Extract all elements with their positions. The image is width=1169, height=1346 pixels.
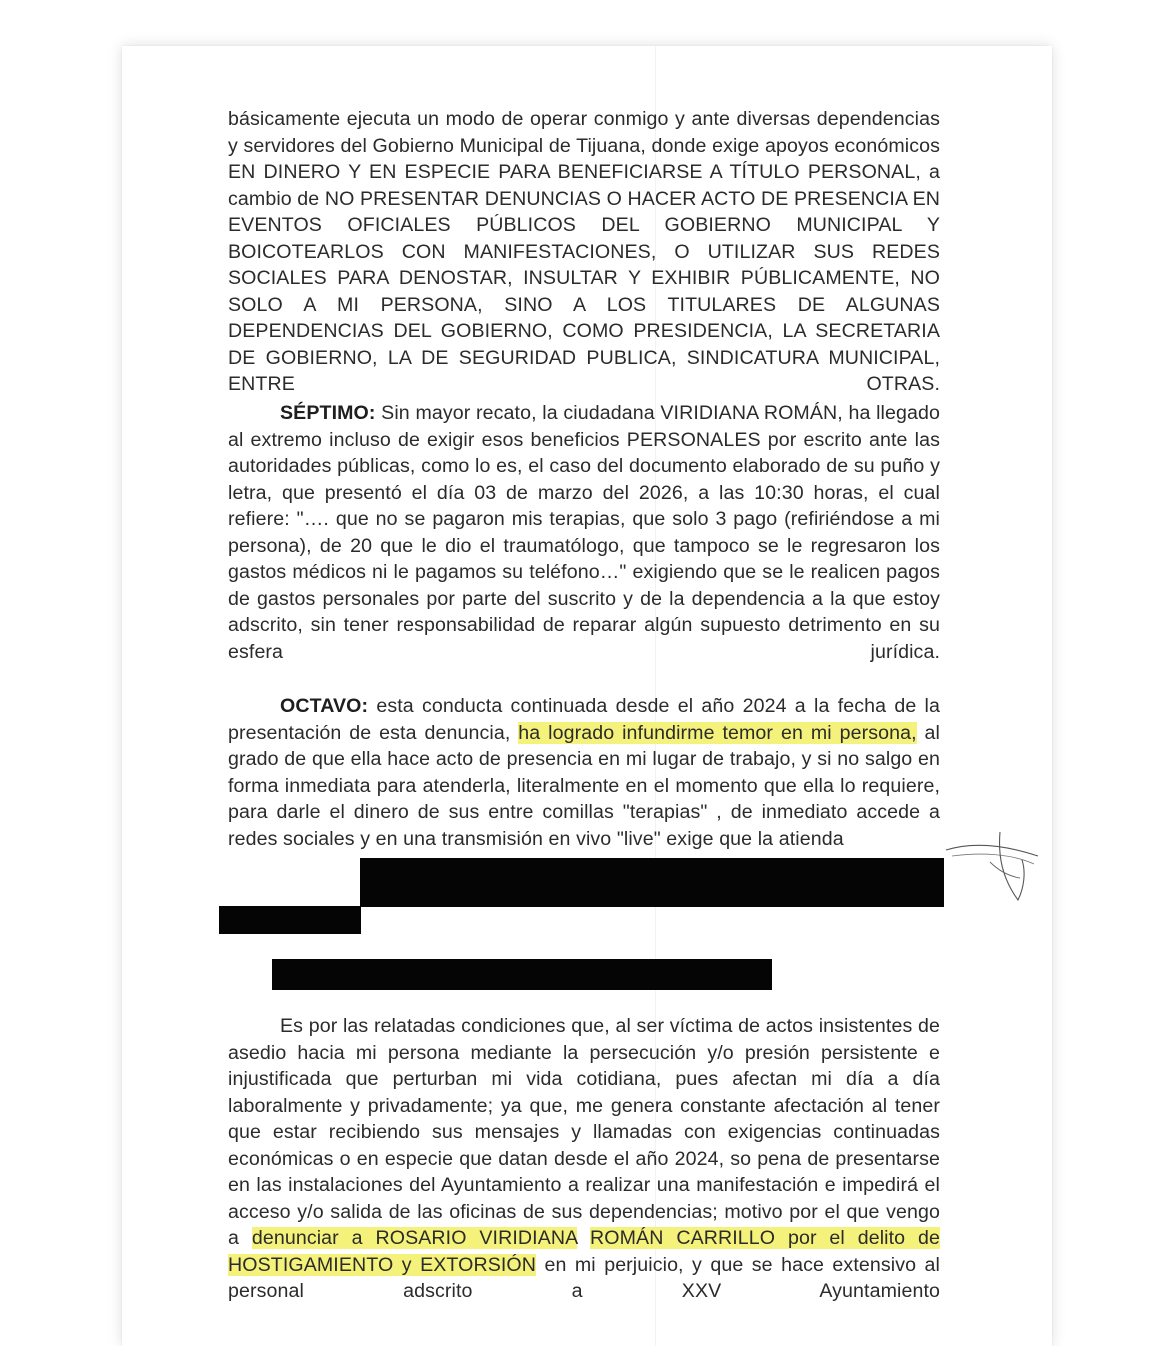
paragraph-label: SÉPTIMO: <box>280 402 376 424</box>
document-page <box>122 46 1052 1346</box>
paragraph-label: OCTAVO: <box>280 695 369 717</box>
paragraph-conclusion <box>228 1013 940 1305</box>
redaction-block <box>360 858 944 907</box>
handwritten-signature-mark <box>942 826 1042 906</box>
paragraph-text: Es por las relatadas condiciones que, al ser víctima de actos insistentes de asedio hacia mi persona mediante la persecución y/o presión persistente e injustificada que perturban mi vida cotidiana, pues afectan mi día a día laboralmente y privadamente; ya que, me genera constante afectación al tener que estar recibiendo sus mensajes y llamadas con exigencias continuadas económicas o en especie que datan desde el año 2024, so pena de presentarse en las instalaciones del Ayuntamiento a realizar una manifestación e impedirá el acceso y/o salida de las oficinas de sus dependencias; motivo por el que vengo a <box>228 1015 940 1249</box>
paragraph-octavo <box>228 693 940 852</box>
paragraph-septimo <box>228 400 940 665</box>
paragraph-text: Sin mayor recato, la ciudadana VIRIDIANA ROMÁN, ha llegado al extremo incluso de exigir esos beneficios PERSONALES por escrito ante las autoridades públicas, como lo es, el caso del documento elaborado de su puño y letra, que presentó el día 03 de marzo del 2026, a las 10:30 horas, el cual refiere: "…. que no se pagaron mis terapias, que solo 3 pago (refiriéndose a mi persona), de 20 que le dio el traumatólogo, que tampoco se le regresaron los gastos médicos ni le pagamos su teléfono…" exigiendo que se le realicen pagos de gastos personales por parte del suscrito y de la dependencia a la que estoy adscrito, sin tener responsabilidad de reparar algún supuesto detrimento en su esfera jurídica. <box>228 402 940 663</box>
highlighted-text: ROMÁN CARRILLO por el delito de HOSTIGAMIENTO y EXTORSIÓN <box>228 1227 940 1276</box>
paragraph-text: básicamente ejecuta un modo de operar conmigo y ante diversas dependencias y servidores del Gobierno Municipal de Tijuana, donde exige apoyos económicos EN DINERO Y EN ESPECIE PARA BENEFICIARSE A TÍTULO PERSONAL, a cambio de NO PRESENTAR DENUNCIAS O HACER ACTO DE PRESENCIA EN EVENTOS OFICIALES PÚBLICOS DEL GOBIERNO MUNICIPAL Y BOICOTEARLOS CON MANIFESTACIONES, O UTILIZAR SUS REDES SOCIALES PARA DENOSTAR, INSULTAR Y EXHIBIR PÚBLICAMENTE, NO SOLO A MI PERSONA, SINO A LOS TITULARES DE ALGUNAS DEPENDENCIAS DEL GOBIERNO, COMO PRESIDENCIA, LA SECRETARIA DE GOBIERNO, LA DE SEGURIDAD PUBLICA, SINDICATURA MUNICIPAL, ENTRE OTRAS. <box>228 108 941 395</box>
redaction-block <box>219 906 361 934</box>
highlighted-text: ha logrado infundirme temor en mi persona, <box>518 721 917 744</box>
paragraph-sexto-continuation <box>228 106 940 398</box>
paragraph-text: al grado de que ella hace acto de presencia en mi lugar de trabajo, y si no salgo en forma inmediata para atenderla, literalmente en el momento que ella lo requiere, para darle el dinero de sus entre comillas "terapias" , de inmediato accede a redes sociales y en una transmisión en vivo "live" exige que la atienda <box>228 721 940 850</box>
highlighted-text: denunciar a ROSARIO VIRIDIANA <box>251 1227 578 1249</box>
redaction-block <box>272 959 772 990</box>
paragraph-text: en mi perjuicio, y que se hace extensivo al personal adscrito a XXV Ayuntamiento <box>228 1253 940 1302</box>
paragraph-text: esta conducta continuada desde el año 2024 a la fecha de la presentación de esta denuncia, <box>228 695 940 744</box>
